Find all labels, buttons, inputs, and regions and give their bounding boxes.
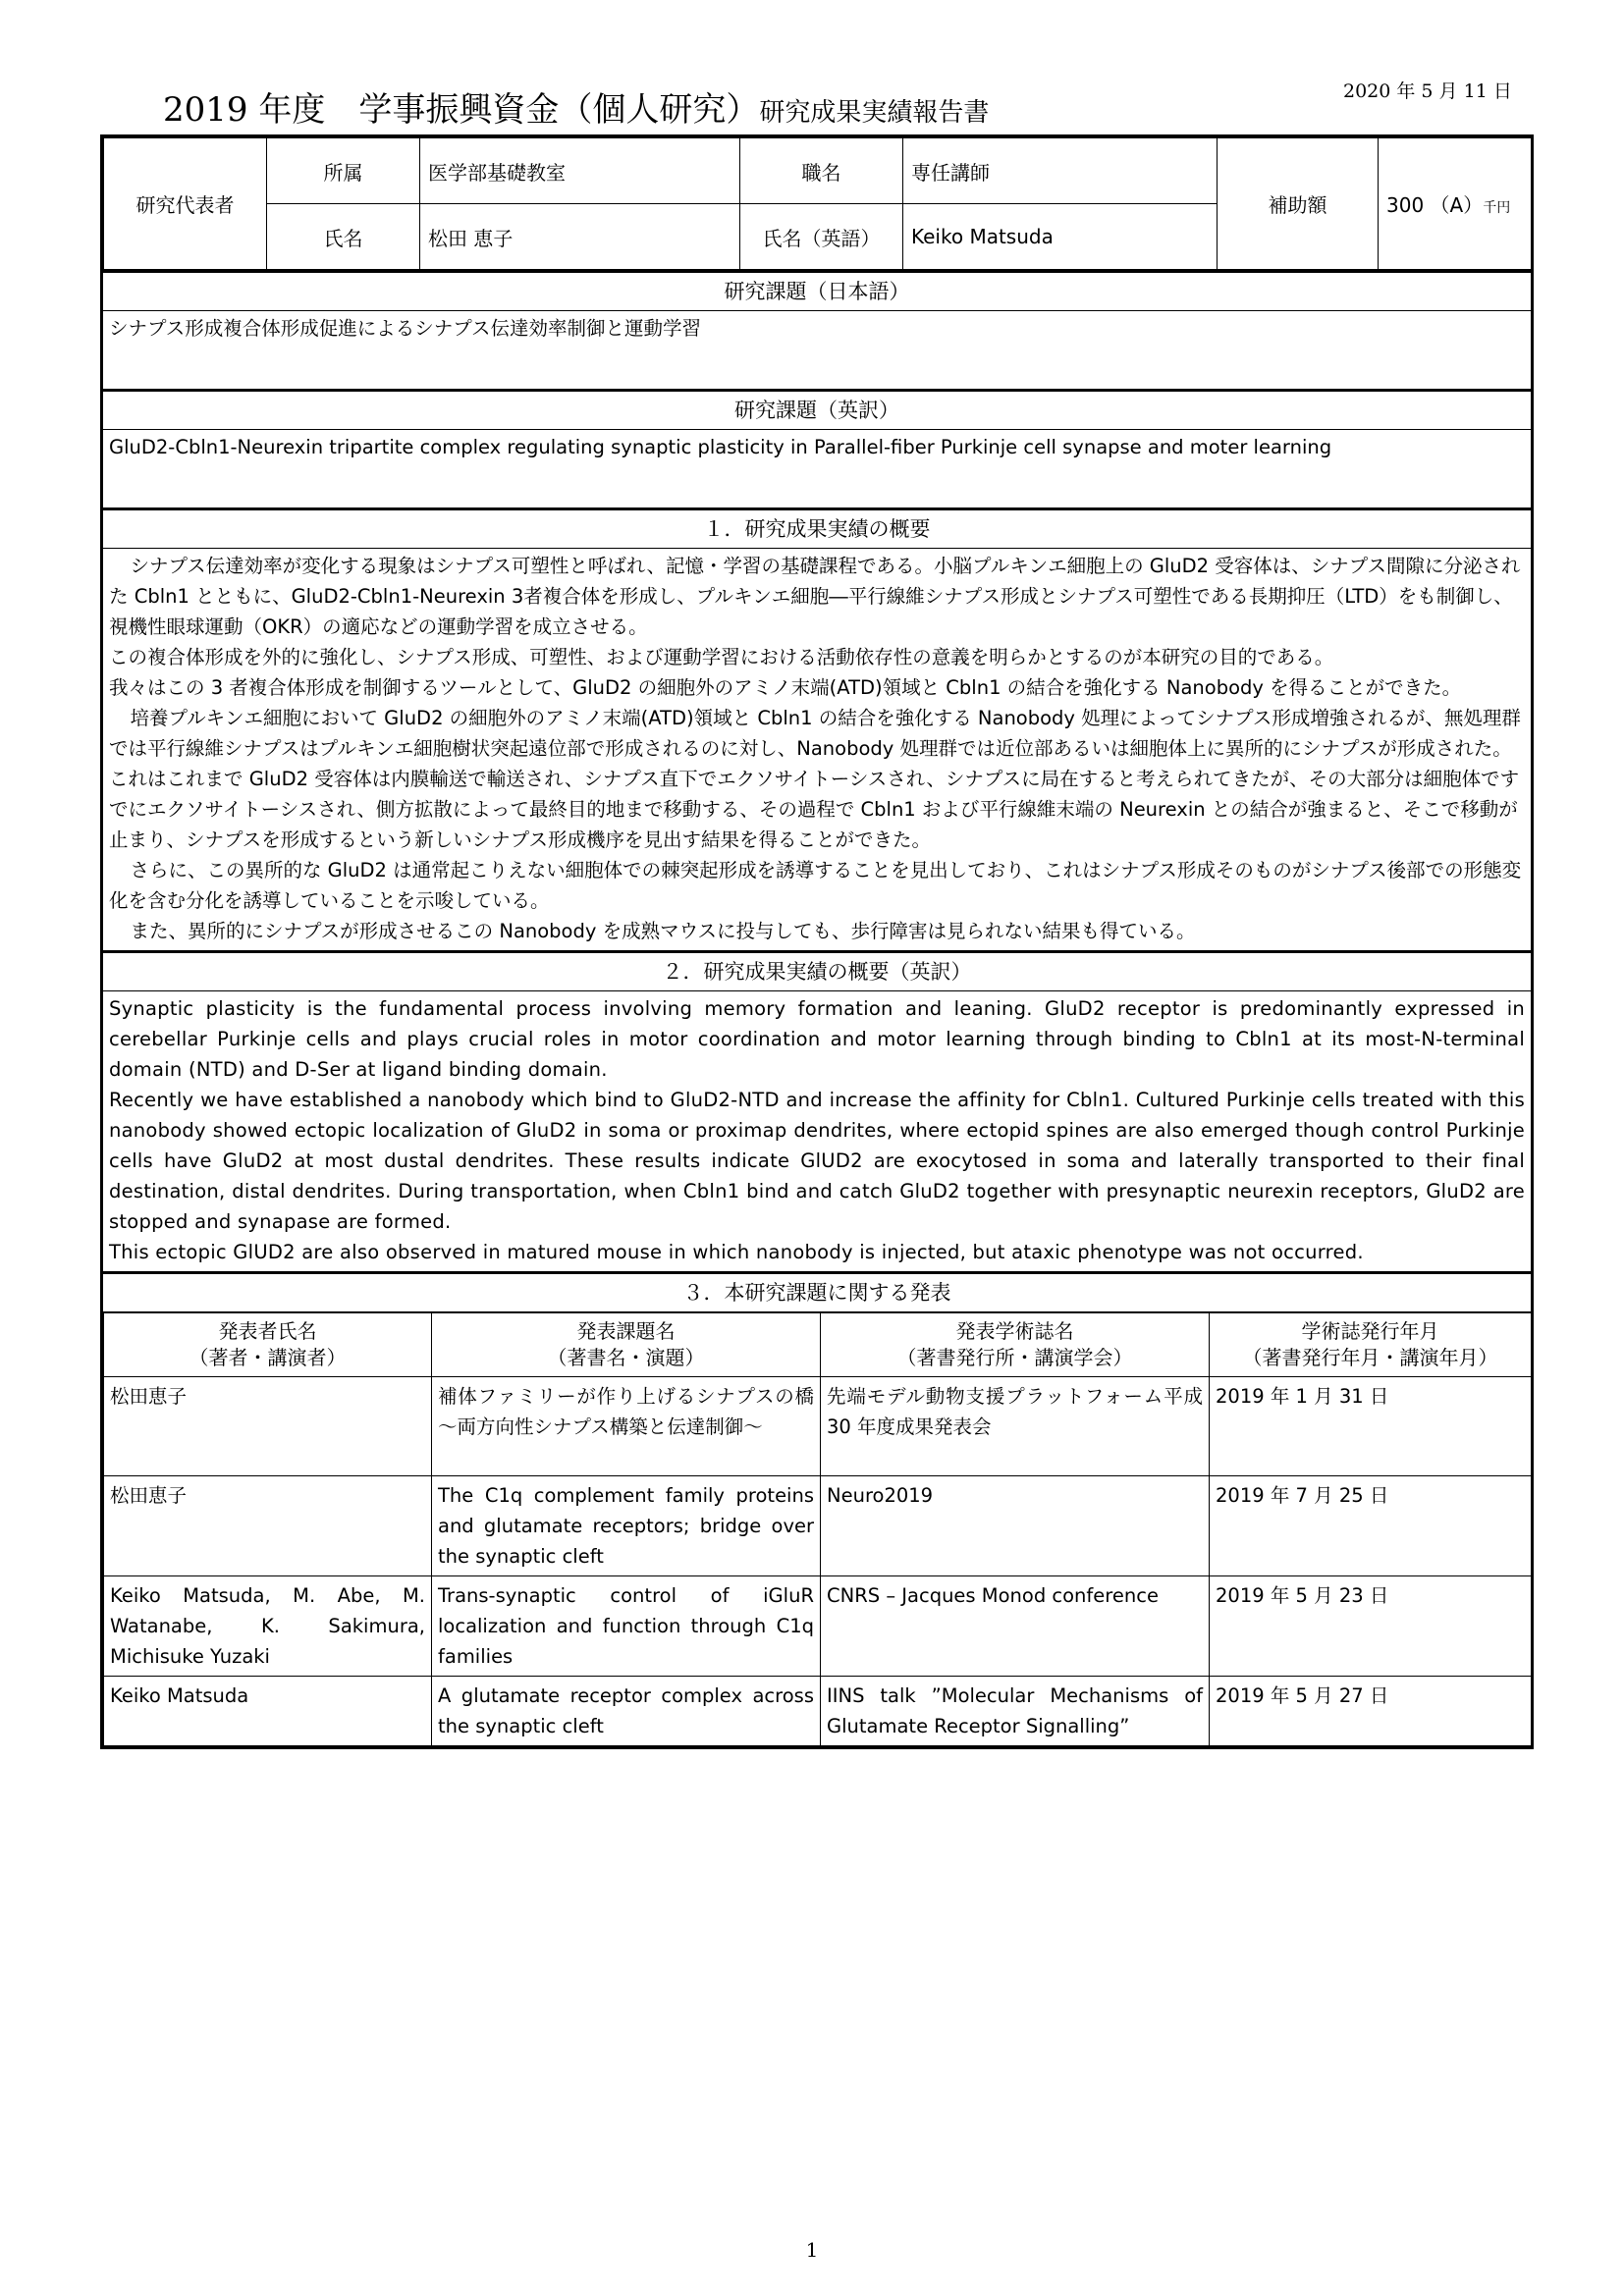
summary-en-paragraph: Synaptic plasticity is the fundamental process involving memory formation and leaning. GluD2 receptor is predominantly expressed in cerebellar Purkinje cells and plays crucial roles in motor coordination and motor learning through binding to Cbln1 at its most-N-terminal domain (NTD) and D-Ser at ligand binding domain. [109,997,1525,1081]
publication-author: 松田恵子 [104,1377,432,1476]
publication-venue: 先端モデル動物支援プラットフォーム平成 30 年度成果発表会 [821,1377,1210,1476]
summary-en-paragraph: Recently we have established a nanobody which bind to GluD2-NTD and increase the affinity for Cbln1. Cultured Purkinje cells treated with this nanobody showed ectopic localization of GluD2 in soma or proximap dendrites, where ectopid spines are also emerged though control Purkinje cells have GluD2 at most dustal dendrites. These results indicate GlUD2 are exocytosed in soma and laterally transported to their final destination, distal dendrites. During transportation, when Cbln1 bind and catch GluD2 together with presynaptic neurexin receptors, GluD2 are stopped and synapase are formed. [109,1089,1525,1233]
position-label: 職名 [740,138,903,204]
column-header-date: 学術誌発行年月 （著書発行年月・講演年月） [1210,1313,1532,1377]
name-en-value: Keiko Matsuda [903,204,1218,270]
summary-en-heading: ２．研究成果実績の概要（英訳） [103,950,1531,991]
publication-title: 補体ファミリーが作り上げるシナプスの橋 ～両方向性シナプス構築と伝達制御～ [432,1377,821,1476]
summary-en-body [103,991,1531,1271]
grant-label: 補助額 [1218,138,1379,270]
title-main: 2019 年度 学事振興資金（個人研究） [163,90,760,130]
column-header-title: 発表課題名 （著書名・演題） [432,1313,821,1377]
table-row [104,1576,1532,1677]
researcher-info-table [103,137,1532,270]
grant-amount: 300 （A） [1386,193,1484,217]
report-form [100,134,1534,1749]
name-value: 松田 恵子 [420,204,740,270]
name-label: 氏名 [267,204,420,270]
topic-en-text: GluD2-Cbln1-Neurexin tripartite complex regulating synaptic plasticity in Parallel-fiber Purkinje cell synapse and moter learning [109,436,1332,458]
publication-author: Keiko Matsuda [104,1677,432,1746]
position-value: 専任講師 [903,138,1218,204]
publications-table [103,1312,1532,1746]
summary-jp-paragraph: シナプス伝達効率が変化する現象はシナプス可塑性と呼ばれ、記憶・学習の基礎課程である。小脳プルキンエ細胞上の GluD2 受容体は、シナプス間隙に分泌された Cbln1 とともに、GluD2-Cbln1-Neurexin 3者複合体を形成し、プルキンエ細胞―平行線維シナプス形成とシナプス可塑性である長期抑圧（LTD）をも制御し、視機性眼球運動（OKR）の適応などの運動学習を成立させる。 [109,555,1521,638]
affiliation-value: 医学部基礎教室 [420,138,740,204]
table-row [104,1677,1532,1746]
document-title [163,82,989,131]
publications-heading: ３．本研究課題に関する発表 [103,1271,1531,1312]
publication-title: The C1q complement family proteins and glutamate receptors; bridge over the synaptic cleft [432,1476,821,1576]
affiliation-label: 所属 [267,138,420,204]
topic-jp-text: シナプス形成複合体形成促進によるシナプス伝達効率制御と運動学習 [109,317,701,340]
publications-header-row [104,1313,1532,1377]
publication-venue: Neuro2019 [821,1476,1210,1576]
summary-jp-paragraph: また、異所的にシナプスが形成させるこの Nanobody を成熟マウスに投与しても、歩行障害は見られない結果も得ている。 [130,920,1196,942]
name-en-label: 氏名（英語） [740,204,903,270]
report-date: 2020 年 5 月 11 日 [1343,80,1512,102]
publication-date: 2019 年 1 月 31 日 [1210,1377,1532,1476]
publication-author: Keiko Matsuda, M. Abe, M. Watanabe, K. Sakimura, Michisuke Yuzaki [104,1576,432,1677]
publication-title: Trans-synaptic control of iGluR localization and function through C1q families [432,1576,821,1677]
summary-jp-paragraph: さらに、この異所的な GluD2 は通常起こりえない細胞体での棘突起形成を誘導することを見出しており、これはシナプス形成そのものがシナプス後部での形態変化を含む分化を誘導していることを示唆している。 [109,859,1522,912]
title-sub: 研究成果実績報告書 [759,98,990,128]
summary-jp-paragraph: この複合体形成を外的に強化し、シナプス形成、可塑性、および運動学習における活動依存性の意義を明らかとするのが本研究の目的である。 [109,646,1334,668]
publication-author: 松田恵子 [104,1476,432,1576]
table-row [104,1476,1532,1576]
topic-en-heading: 研究課題（英訳） [103,389,1531,430]
publication-venue: IINS talk ”Molecular Mechanisms of Glutamate Receptor Signalling” [821,1677,1210,1746]
publication-date: 2019 年 5 月 23 日 [1210,1576,1532,1677]
publication-title: A glutamate receptor complex across the synaptic cleft [432,1677,821,1746]
summary-jp-paragraph: 培養プルキンエ細胞において GluD2 の細胞外のアミノ末端(ATD)領域と Cbln1 の結合を強化する Nanobody 処理によってシナプス形成増強されるが、無処理群では平行線維シナプスはプルキンエ細胞樹状突起遠位部で形成されるのに対し、Nanobody 処理群では近位部あるいは細胞体上に異所的にシナプスが形成された。これはこれまで GluD2 受容体は内膜輸送で輸送され、シナプス直下でエクソサイトーシスされ、シナプスに局在すると考えられてきたが、その大部分は細胞体ですでにエクソサイトーシスされ、側方拡散によって最終目的地まで移動する、その過程で Cbln1 および平行線維末端の Neurexin との結合が強まると、そこで移動が止まり、シナプスを形成するという新しいシナプス形成機序を見出す結果を得ることができた。 [109,707,1521,851]
publication-date: 2019 年 5 月 27 日 [1210,1677,1532,1746]
summary-jp-heading: １．研究成果実績の概要 [103,507,1531,549]
publication-date: 2019 年 7 月 25 日 [1210,1476,1532,1576]
summary-jp-body [103,549,1531,950]
summary-jp-paragraph: 我々はこの 3 者複合体形成を制御するツールとして、GluD2 の細胞外のアミノ末端(ATD)領域と Cbln1 の結合を強化する Nanobody を得ることができた。 [109,676,1462,699]
table-row [104,1377,1532,1476]
column-header-venue: 発表学術誌名 （著書発行所・講演学会） [821,1313,1210,1377]
page-number: 1 [805,2238,819,2262]
grant-value [1379,138,1532,270]
summary-en-paragraph: This ectopic GlUD2 are also observed in matured mouse in which nanobody is injected, but ataxic phenotype was not occurred. [109,1241,1364,1263]
researcher-role-label: 研究代表者 [104,138,267,270]
grant-unit: 千円 [1483,200,1511,216]
column-header-author: 発表者氏名 （著者・講演者） [104,1313,432,1377]
publication-venue: CNRS – Jacques Monod conference [821,1576,1210,1677]
topic-jp-heading: 研究課題（日本語） [103,270,1531,311]
